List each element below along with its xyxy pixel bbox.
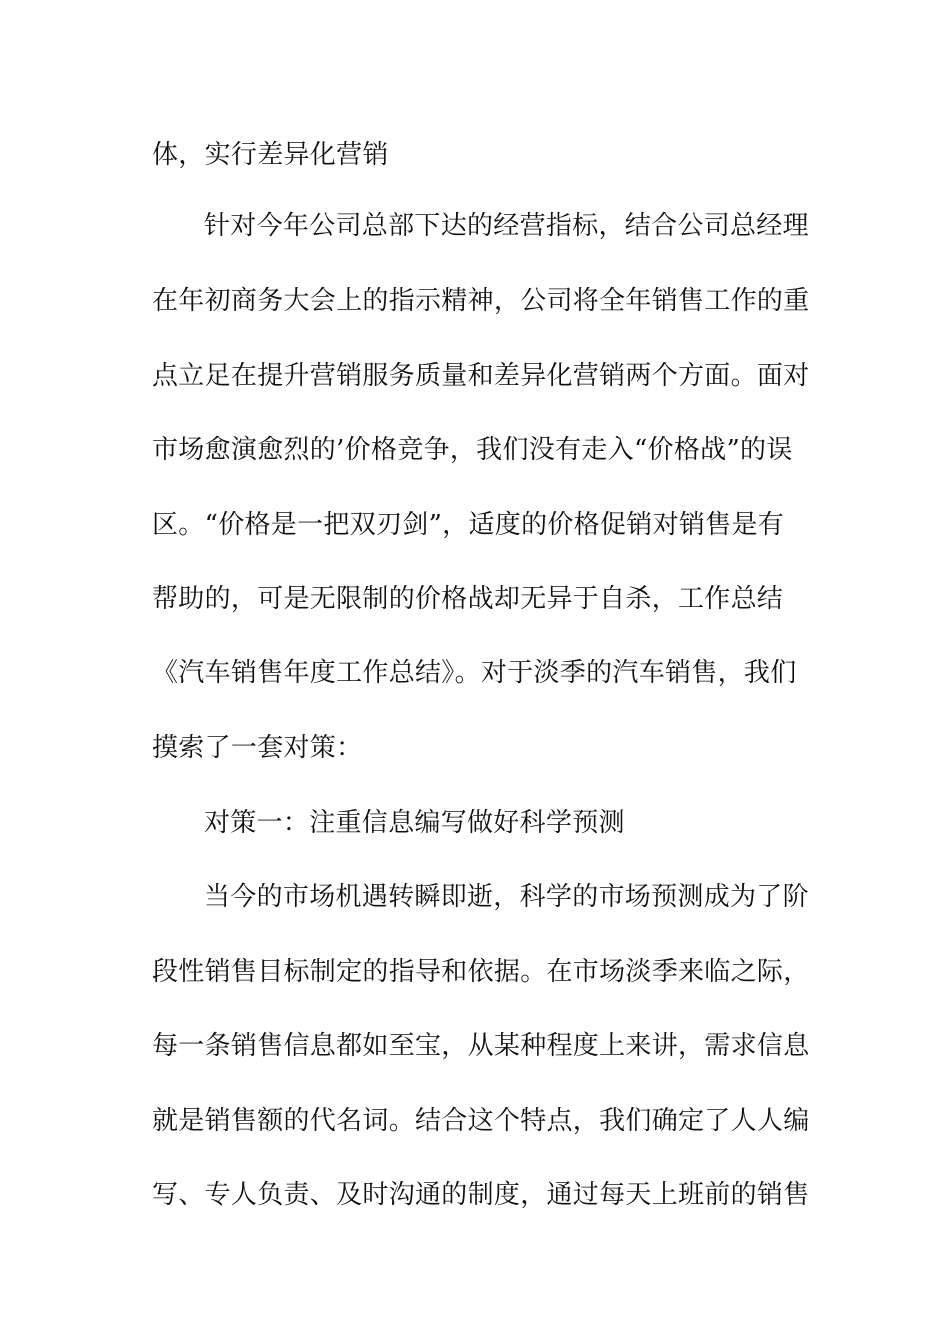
- paragraph-first-line: 当今的市场机遇转瞬即逝，科学的市场预测成为了阶: [204, 882, 809, 912]
- text-line: 每一条销售信息都如至宝，从某种程度上来讲，需求信息: [152, 1031, 810, 1061]
- text-line: 点立足在提升营销服务质量和差异化营销两个方面。面对: [152, 361, 810, 391]
- text-line: 段性销售目标制定的指导和依据。在市场淡季来临之际，: [152, 957, 810, 987]
- section-heading: 对策一：注重信息编写做好科学预测: [204, 808, 625, 838]
- text-line: 就是销售额的代名词。结合这个特点，我们确定了人人编: [152, 1106, 810, 1136]
- text-line: 区。“价格是一把双刃剑”，适度的价格促销对销售是有: [152, 510, 785, 540]
- text-line: 体，实行差异化营销: [152, 140, 389, 170]
- text-line: 写、专人负责、及时沟通的制度，通过每天上班前的销售: [152, 1180, 810, 1210]
- text-line: 摸索了一套对策：: [152, 733, 363, 763]
- text-line: 在年初商务大会上的指示精神，公司将全年销售工作的重: [152, 286, 810, 316]
- paragraph-first-line: 针对今年公司总部下达的经营指标，结合公司总经理: [204, 211, 809, 241]
- text-line: 《汽车销售年度工作总结》。对于淡季的汽车销售，我们: [152, 658, 797, 688]
- text-line: 帮助的，可是无限制的价格战却无异于自杀，工作总结: [152, 584, 784, 614]
- text-line: 市场愈演愈烈的’价格竞争，我们没有走入“价格战”的误: [152, 435, 793, 465]
